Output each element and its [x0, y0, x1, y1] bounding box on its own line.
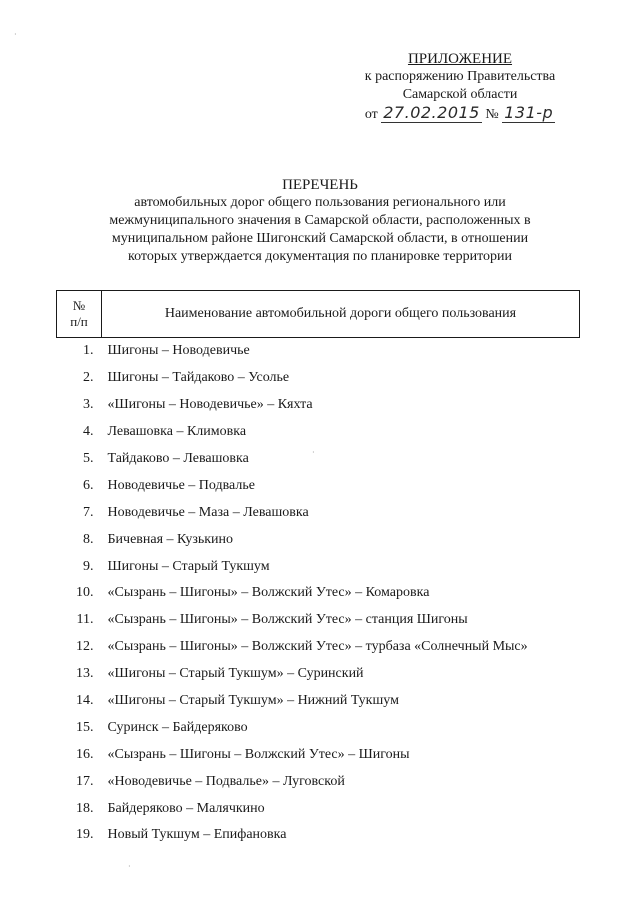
table-row: [57, 392, 580, 419]
road-name: «Шигоны – Новодевичье» – Кяхта: [107, 397, 313, 413]
road-name: Новый Тукшум – Епифановка: [107, 827, 287, 843]
table-row: [57, 580, 580, 607]
scan-speck: ·: [128, 862, 131, 871]
row-number: 11.: [76, 612, 94, 628]
row-number: 7.: [83, 504, 94, 520]
road-name: «Новодевичье – Подвалье» – Луговской: [107, 773, 345, 789]
table-row: [57, 607, 580, 634]
table-row: [57, 634, 580, 661]
appendix-block: [340, 50, 580, 124]
table-row: [57, 741, 580, 768]
heading-line: автомобильных дорог общего пользования регионального или: [134, 195, 506, 210]
row-number: 15.: [76, 719, 94, 735]
header-number-sign: №: [72, 298, 86, 313]
table-row: [57, 795, 580, 822]
header-number-abbr: п/п: [70, 314, 88, 329]
row-number: 10.: [76, 585, 94, 601]
order-date: 27.02.2015: [383, 103, 480, 122]
table-row: [57, 446, 580, 473]
table-row: [57, 768, 580, 795]
from-label: от: [364, 107, 378, 122]
row-number: 6.: [83, 477, 94, 493]
row-number: 4.: [83, 424, 94, 440]
row-number: 12.: [76, 639, 94, 655]
road-name: Тайдаково – Левашовка: [107, 451, 249, 466]
column-header-number: [57, 291, 102, 338]
table-row: [57, 472, 580, 499]
table-row: [57, 688, 580, 715]
road-name: Байдеряково – Малячкино: [107, 800, 265, 816]
heading-line: муниципальном районе Шигонский Самарской области, в отношении: [111, 231, 529, 246]
row-number: 8.: [83, 531, 94, 547]
road-name: Суринск – Байдеряково: [107, 719, 248, 735]
appendix-title: ПРИЛОЖЕНИЕ: [407, 51, 513, 67]
road-name: Левашовка – Климовка: [107, 424, 247, 440]
row-number: 17.: [76, 773, 94, 789]
number-label: №: [485, 107, 499, 122]
roads-table: [56, 290, 580, 849]
table-body: [57, 338, 580, 849]
column-header-name: Наименование автомобильной дороги общего пользования: [102, 291, 580, 338]
row-number: 1.: [83, 343, 94, 359]
road-name: «Шигоны – Старый Тукшум» – Суринский: [107, 666, 364, 682]
appendix-line-2: Самарской области: [402, 87, 518, 102]
road-name: Шигоны – Новодевичье: [107, 343, 250, 359]
scan-speck: ·: [312, 448, 315, 457]
row-number: 14.: [76, 693, 94, 709]
row-number: 9.: [83, 558, 94, 574]
road-name: Новодевичье – Подвалье: [107, 477, 255, 493]
road-name: «Шигоны – Старый Тукшум» – Нижний Тукшум: [107, 693, 399, 709]
table-row: [57, 553, 580, 580]
table-row: [57, 338, 580, 365]
table-header-row: [57, 291, 580, 338]
table-row: [57, 419, 580, 446]
row-number: 13.: [76, 666, 94, 682]
road-name: Шигоны – Старый Тукшум: [107, 558, 270, 574]
road-name: Бичевная – Кузькино: [107, 531, 234, 547]
row-number: 18.: [76, 800, 94, 816]
document-title: ПЕРЕЧЕНЬ: [282, 177, 358, 193]
document-heading: [60, 176, 580, 266]
row-number: 3.: [83, 397, 94, 413]
order-reference: [340, 104, 580, 124]
road-name: «Сызрань – Шигоны» – Волжский Утес» – станция Шигоны: [107, 612, 468, 628]
table-row: [57, 365, 580, 392]
heading-line: которых утверждается документация по планировке территории: [128, 249, 512, 264]
table-row: [57, 499, 580, 526]
table-row: [57, 661, 580, 688]
road-name: «Сызрань – Шигоны – Волжский Утес» – Шигоны: [107, 746, 410, 762]
scan-speck: ·: [14, 30, 17, 39]
row-number: 2.: [83, 370, 94, 386]
row-number: 19.: [76, 827, 94, 843]
heading-line: межмуниципального значения в Самарской области, расположенных в: [109, 213, 531, 228]
road-name: «Сызрань – Шигоны» – Волжский Утес» – турбаза «Солнечный Мыс»: [107, 639, 528, 655]
table-row: [57, 822, 580, 849]
table-row: [57, 526, 580, 553]
row-number: 16.: [76, 746, 94, 762]
road-name: «Сызрань – Шигоны» – Волжский Утес» – Комаровка: [107, 585, 430, 601]
order-number: 131-р: [504, 103, 554, 122]
appendix-line-1: к распоряжению Правительства: [364, 69, 556, 84]
road-name: Новодевичье – Маза – Левашовка: [107, 504, 309, 520]
row-number: 5.: [83, 451, 94, 466]
road-name: Шигоны – Тайдаково – Усолье: [107, 370, 290, 386]
table-row: [57, 714, 580, 741]
